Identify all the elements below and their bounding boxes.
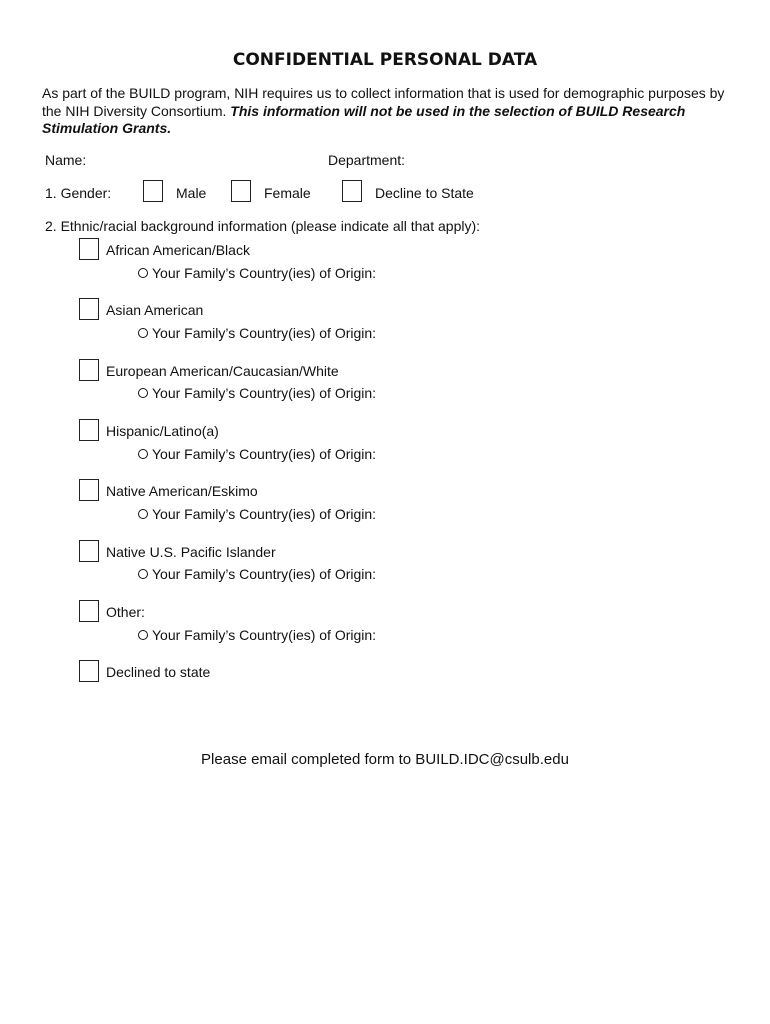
footer-email-note: Please email completed form to BUILD.IDC@csulb.edu <box>201 751 569 768</box>
circle-bullet-icon <box>138 268 148 278</box>
gender-decline-checkbox[interactable] <box>342 180 362 202</box>
department-label: Department: <box>328 152 406 168</box>
gender-decline-label: Decline to State <box>375 185 474 201</box>
name-label: Name: <box>45 152 87 168</box>
form-title: CONFIDENTIAL PERSONAL DATA <box>232 50 538 70</box>
ethnic-european-american-checkbox[interactable] <box>79 359 99 381</box>
ethnic-asian-american-label: Asian American <box>106 302 204 318</box>
circle-bullet-icon <box>138 569 148 579</box>
origin-label: Your Family’s Country(ies) of Origin: <box>152 627 377 643</box>
ethnic-hispanic-latino-label: Hispanic/Latino(a) <box>106 423 219 439</box>
circle-bullet-icon <box>138 328 148 338</box>
gender-label: 1. Gender: <box>45 185 112 201</box>
origin-row-asian-american <box>138 325 376 341</box>
origin-label: Your Family’s Country(ies) of Origin: <box>152 325 377 341</box>
origin-row-european-american <box>138 385 376 401</box>
ethnic-european-american-label: European American/Caucasian/White <box>106 363 339 379</box>
origin-label: Your Family’s Country(ies) of Origin: <box>152 566 377 582</box>
ethnic-native-american-label: Native American/Eskimo <box>106 483 258 499</box>
ethnic-other-checkbox[interactable] <box>79 600 99 622</box>
ethnic-african-american-label: African American/Black <box>106 242 250 258</box>
ethnic-question-label: 2. Ethnic/racial background information (please indicate all that apply): <box>45 218 481 234</box>
ethnic-other-label: Other: <box>106 604 145 620</box>
ethnic-pacific-islander-label: Native U.S. Pacific Islander <box>106 544 276 560</box>
origin-label: Your Family’s Country(ies) of Origin: <box>152 265 377 281</box>
ethnic-declined-label: Declined to state <box>106 664 211 680</box>
gender-male-label: Male <box>176 185 207 201</box>
intro-text: As part of the BUILD program, NIH requires us to collect information that is used for demographic purposes by the NIH Diversity Consortium. <box>42 85 725 119</box>
ethnic-asian-american-checkbox[interactable] <box>79 298 99 320</box>
gender-female-checkbox[interactable] <box>231 180 251 202</box>
origin-row-other <box>138 627 376 643</box>
intro-emphasis: This information will not be used in the selection of BUILD Research Stimulation Grants. <box>42 102 686 136</box>
gender-male-checkbox[interactable] <box>143 180 163 202</box>
origin-row-hispanic-latino <box>138 446 376 462</box>
circle-bullet-icon <box>138 630 148 640</box>
ethnic-native-american-checkbox[interactable] <box>79 479 99 501</box>
ethnic-pacific-islander-checkbox[interactable] <box>79 540 99 562</box>
circle-bullet-icon <box>138 509 148 519</box>
origin-row-african-american <box>138 265 376 281</box>
ethnic-african-american-checkbox[interactable] <box>79 238 99 260</box>
origin-row-native-american <box>138 506 376 522</box>
origin-label: Your Family’s Country(ies) of Origin: <box>152 385 377 401</box>
origin-label: Your Family’s Country(ies) of Origin: <box>152 506 377 522</box>
circle-bullet-icon <box>138 388 148 398</box>
gender-female-label: Female <box>264 185 311 201</box>
ethnic-declined-checkbox[interactable] <box>79 660 99 682</box>
origin-row-pacific-islander <box>138 566 376 582</box>
origin-label: Your Family’s Country(ies) of Origin: <box>152 446 377 462</box>
circle-bullet-icon <box>138 449 148 459</box>
ethnic-hispanic-latino-checkbox[interactable] <box>79 419 99 441</box>
intro-paragraph <box>42 85 732 138</box>
